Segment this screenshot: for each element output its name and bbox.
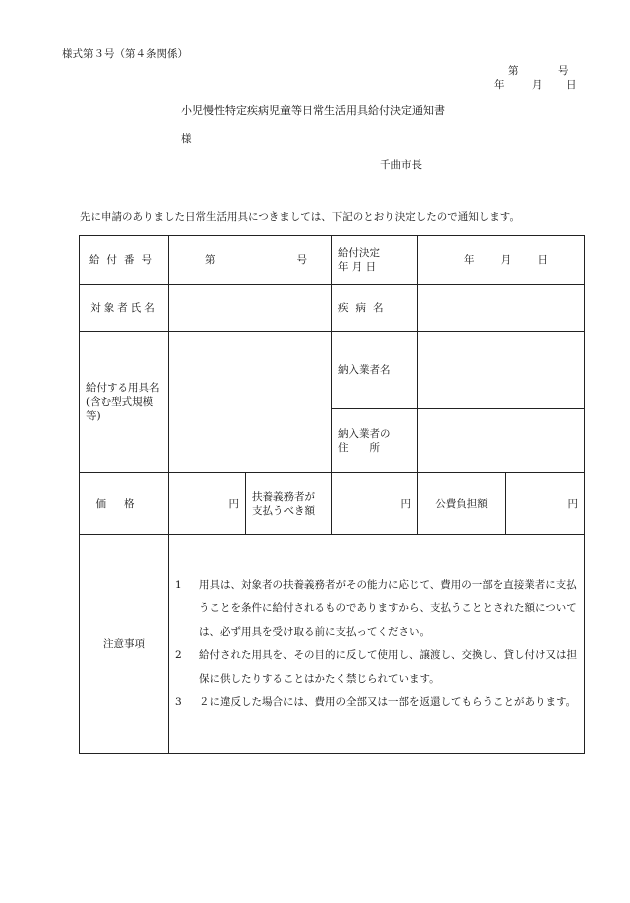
public-burden-label: 公費負担額: [418, 473, 506, 535]
public-burden-value: 円: [506, 473, 585, 535]
price-label: 価格: [80, 473, 169, 535]
addressee: 様: [181, 133, 192, 145]
item-value: [169, 332, 332, 473]
item-label: 給付する用具名(含む型式規模等): [80, 332, 169, 473]
grant-number-value: [169, 236, 332, 285]
note-item: [175, 574, 578, 645]
decision-date-year: 年: [464, 254, 475, 266]
note-number: 2: [175, 649, 182, 661]
subject-name-label: 対象者氏名: [80, 285, 169, 332]
table-row: [80, 535, 585, 754]
grant-number-suffix: 号: [296, 254, 307, 266]
notes-label: 注意事項: [80, 535, 169, 754]
decision-date-label-line1: 給付決定: [338, 247, 380, 259]
note-item: [175, 644, 578, 691]
decision-table: [79, 235, 585, 754]
table-row: [80, 236, 585, 285]
grant-number-prefix: 第: [205, 254, 216, 266]
supplier-name-label: 納入業者名: [332, 332, 418, 409]
note-text: 用具は、対象者の扶養義務者がその能力に応じて、費用の一部を直接業者に支払うことを条件に給付されるものでありますから、支払うこととされた額については、必ず用具を受け取る前に支払ってください。: [199, 578, 577, 638]
decision-date-value: [418, 236, 585, 285]
disease-value: [418, 285, 585, 332]
guardian-pay-label-line1: 扶養義務者が: [252, 490, 315, 503]
guardian-pay-value: 円: [332, 473, 418, 535]
disease-label: 疾病名: [332, 285, 418, 332]
supplier-address-label-line2: 住 所: [338, 441, 380, 454]
note-item: [175, 691, 578, 715]
document-number-suffix: 号: [558, 65, 569, 77]
decision-date-label: [332, 236, 418, 285]
intro-text: 先に申請のありました日常生活用具につきましては、下記のとおり決定したので通知します。: [80, 211, 520, 223]
supplier-address-label-line1: 納入業者の: [338, 427, 391, 440]
price-value: 円: [169, 473, 246, 535]
document-date-month: 月: [532, 79, 543, 91]
supplier-address-value: [418, 409, 585, 473]
supplier-address-label: [332, 409, 418, 473]
supplier-name-value: [418, 332, 585, 409]
notes-content: [169, 535, 585, 754]
table-row: [80, 332, 585, 409]
table-row: [80, 473, 585, 535]
document-number-prefix: 第: [508, 65, 519, 77]
note-number: 3: [175, 696, 182, 708]
notes-list: [175, 574, 578, 715]
decision-date-label-line2: 年 月 日: [338, 261, 377, 273]
decision-date-month: 月: [500, 254, 512, 266]
subject-name-value: [169, 285, 332, 332]
note-number: 1: [175, 578, 182, 591]
note-text: ２に違反した場合には、費用の全部又は一部を返還してもらうことがあります。: [199, 696, 577, 708]
document-title: 小児慢性特定疾病児童等日常生活用具給付決定通知書: [181, 104, 445, 117]
table-row: [80, 285, 585, 332]
issuer: 千曲市長: [380, 159, 422, 171]
document-date-day: 日: [566, 79, 577, 91]
document-date-year: 年: [494, 79, 505, 91]
guardian-pay-label-line2: 支払うべき額: [252, 504, 315, 517]
grant-number-label: 給付番号: [80, 236, 169, 285]
note-text: 給付された用具を、その目的に反して使用し、譲渡し、交換し、貸し付け又は担保に供したりすることはかたく禁じられています。: [199, 649, 577, 685]
decision-date-day: 日: [537, 254, 548, 266]
form-label: 様式第３号（第４条関係）: [62, 48, 188, 60]
guardian-pay-label: [246, 473, 332, 535]
